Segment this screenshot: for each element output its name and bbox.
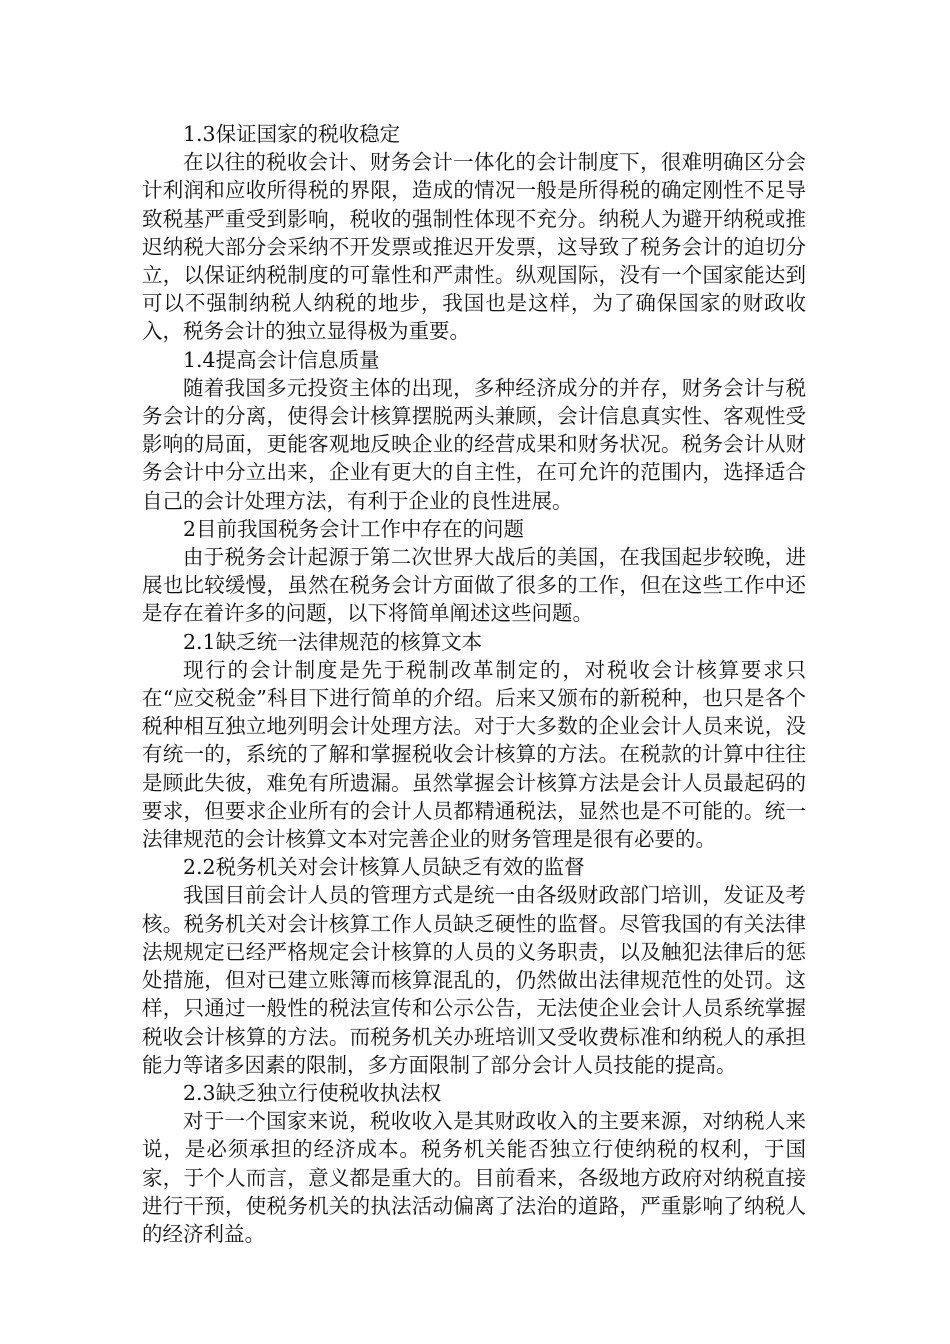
section-heading-2: 2目前我国税务会计工作中存在的问题 xyxy=(183,516,525,541)
paragraph-info-quality: 随着我国多元投资主体的出现，多种经济成分的并存，财务会计与税务会计的分离，使得会计核算摆脱两头兼顾，会计信息真实性、客观性受影响的局面，更能客观地反映企业的经营成果和财务状况。税务会计从财务会计中分立出来，企业有更大的自主性，在可允许的范围内，选择适合自己的会计处理方法，有利于企业的良性进展。 xyxy=(142,375,806,513)
paragraph-lack-enforcement: 对于一个国家来说，税收收入是其财政收入的主要来源，对纳税人来说，是必须承担的经济成本。税务机关能否独立行使纳税的权利，于国家，于个人而言，意义都是重大的。目前看来，各级地方政府对纳税直接进行干预，使税务机关的执法活动偏离了法治的道路，严重影响了纳税人的经济利益。 xyxy=(142,1109,806,1246)
section-heading-1-4: 1.4提高会计信息质量 xyxy=(183,347,380,372)
paragraph-lack-supervision: 我国目前会计人员的管理方式是统一由各级财政部门培训，发证及考核。税务机关对会计核算工作人员缺乏硬性的监督。尽管我国的有关法律法规规定已经严格规定会计核算的人员的义务职责，以及触犯法律后的惩处措施，但对已建立账簿而核算混乱的，仍然做出法律规范性的处罚。这样，只通过一般性的税法宣传和公示公告，无法使企业会计人员系统掌握税收会计核算的方法。而税务机关办班培训又受收费标准和纳税人的承担能力等诸多因素的限制，多方面限制了部分会计人员技能的提高。 xyxy=(142,883,806,1077)
paragraph-problems-intro: 由于税务会计起源于第二次世界大战后的美国，在我国起步较晚，进展也比较缓慢，虽然在税务会计方面做了很多的工作，但在这些工作中还是存在着许多的问题，以下将简单阐述这些问题。 xyxy=(142,545,806,626)
document-body xyxy=(142,120,806,1248)
section-heading-1-3: 1.3保证国家的税收稳定 xyxy=(183,122,401,146)
section-heading-2-1: 2.1缺乏统一法律规范的核算文本 xyxy=(183,629,483,654)
paragraph-tax-stability: 在以往的税收会计、财务会计一体化的会计制度下，很难明确区分会计利润和应收所得税的界限，造成的情况一般是所得税的确定刚性不足导致税基严重受到影响，税收的强制性体现不充分。纳税人为避开纳税或推迟纳税大部分会采纳不开发票或推迟开发票，这导致了税务会计的迫切分立，以保证纳税制度的可靠性和严肃性。纵观国际，没有一个国家能达到可以不强制纳税人纳税的地步，我国也是这样，为了确保国家的财政收入，税务会计的独立显得极为重要。 xyxy=(142,150,806,344)
section-heading-2-3: 2.3缺乏独立行使税收执法权 xyxy=(183,1080,442,1105)
paragraph-lack-unified-text: 现行的会计制度是先于税制改革制定的，对税收会计核算要求只在“应交税金”科目下进行简单的介绍。后来又颁布的新税种，也只是各个税种相互独立地列明会计处理方法。对于大多数的企业会计人员来说，没有统一的，系统的了解和掌握税收会计核算的方法。在税款的计算中往往是顾此失彼，难免有所遗漏。虽然掌握会计核算方法是会计人员最起码的要求，但要求企业所有的会计人员都精通税法，显然也是不可能的。统一法律规范的会计核算文本对完善企业的财务管理是很有必要的。 xyxy=(142,657,806,852)
section-heading-2-2: 2.2税务机关对会计核算人员缺乏有效的监督 xyxy=(183,855,585,880)
